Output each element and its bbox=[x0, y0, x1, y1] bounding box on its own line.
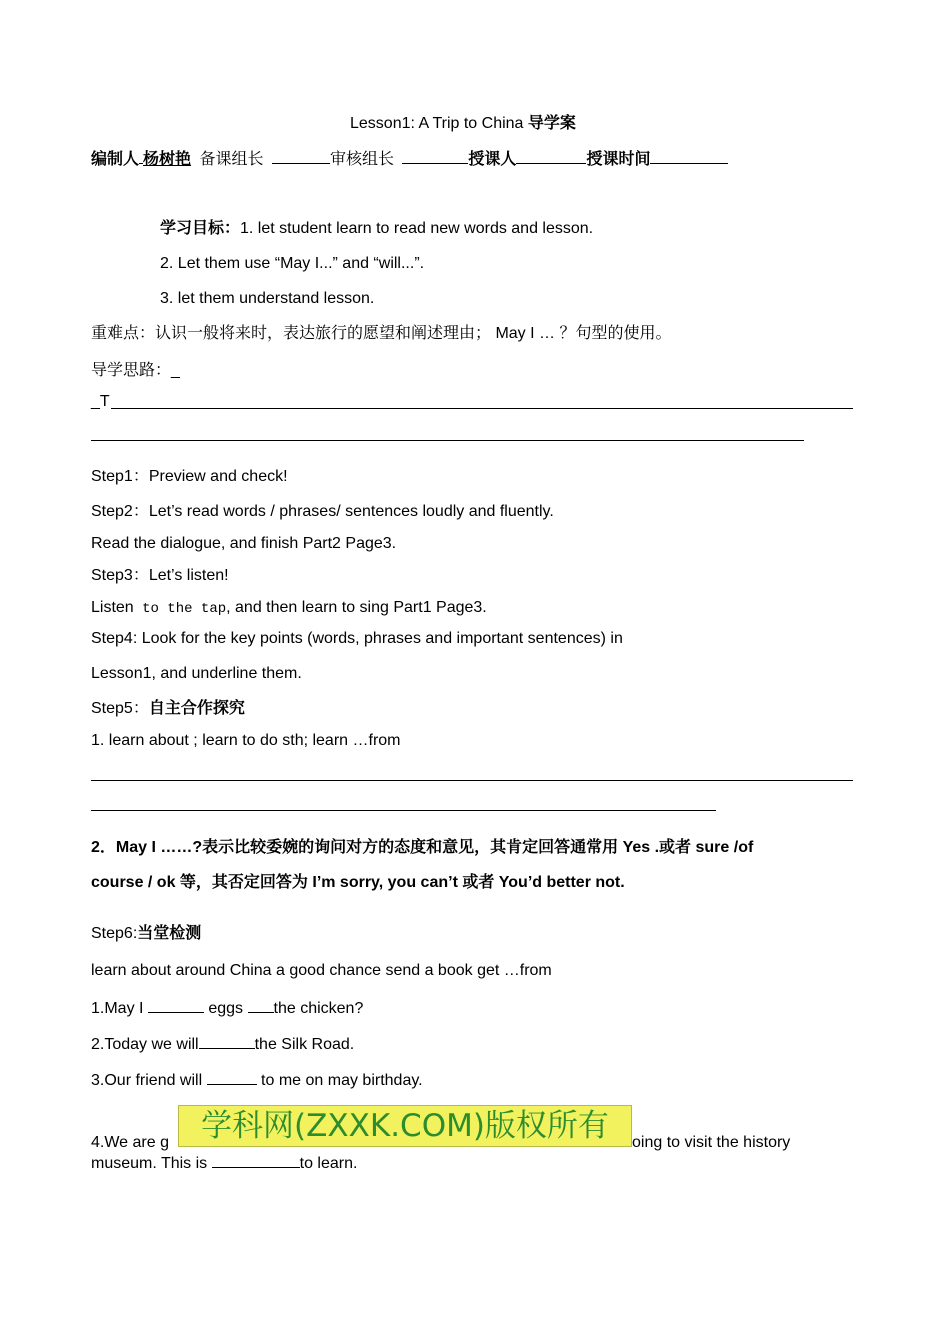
step6-label: Step6: bbox=[91, 925, 138, 942]
q4-blank[interactable] bbox=[212, 1153, 300, 1168]
watermark-banner: 学科网(ZXXK.COM)版权所有 bbox=[178, 1105, 632, 1147]
step5-blank-line-2[interactable] bbox=[91, 810, 716, 811]
q3-blank[interactable] bbox=[207, 1070, 257, 1085]
word-bank: learn about around China a good chance send a book get …from bbox=[91, 962, 552, 979]
guide-label: 导学思路：_ bbox=[91, 362, 180, 379]
guide-line-start: _T bbox=[91, 393, 110, 410]
guide-blank-line-1[interactable] bbox=[111, 408, 853, 409]
question-3: 3.Our friend will to me on may birthday. bbox=[91, 1072, 423, 1089]
step2-text: Let’s read words / phrases/ sentences loudly and fluently. bbox=[148, 503, 554, 520]
step5-item1: 1. learn about ; learn to do sth; learn …from bbox=[91, 732, 401, 749]
objective-1 bbox=[160, 219, 593, 239]
step2-line2: Read the dialogue, and finish Part2 Page3. bbox=[91, 535, 397, 552]
step5-item2-line2: course / ok 等，其否定回答为 I’m sorry, you can’t 或者 You’d better not. bbox=[91, 874, 625, 891]
editor-name: 杨树艳 bbox=[143, 151, 192, 168]
title-english: Lesson1: A Trip to China bbox=[350, 115, 528, 132]
step5 bbox=[91, 699, 245, 719]
q1-blank-2[interactable] bbox=[248, 998, 274, 1013]
step1: Step1：Preview and check! bbox=[91, 468, 288, 485]
teacher-blank[interactable] bbox=[516, 149, 586, 164]
step3-line2 bbox=[91, 598, 487, 619]
question-2: 2.Today we will the Silk Road. bbox=[91, 1036, 355, 1053]
step5-blank-line-1[interactable] bbox=[91, 780, 853, 781]
reviewer-blank[interactable] bbox=[402, 149, 468, 164]
guide-blank-line-2[interactable] bbox=[91, 440, 804, 441]
step5-title: 自主合作探究 bbox=[148, 700, 245, 717]
objective-text-1: 1. let student learn to read new words and lesson. bbox=[240, 220, 594, 237]
time-blank[interactable] bbox=[650, 149, 728, 164]
page-title bbox=[350, 114, 576, 134]
title-chinese: 导学案 bbox=[527, 115, 576, 132]
step4-line1: Step4: Look for the key points (words, phrases and important sentences) in bbox=[91, 630, 623, 647]
q1-blank-1[interactable] bbox=[148, 998, 204, 1013]
objective-2: 2. Let them use “May I...” and “will...”. bbox=[160, 255, 425, 272]
question-4-start: 4.We are g bbox=[91, 1134, 169, 1151]
step6-title: 当堂检测 bbox=[137, 925, 202, 942]
step5-item2-line1: 2．May I ……?表示比较委婉的询问对方的态度和意见，其肯定回答通常用 Yes .或者 sure /of bbox=[91, 839, 754, 856]
step3: Step3：Let’s listen! bbox=[91, 567, 229, 584]
step2 bbox=[91, 502, 554, 522]
q2-blank[interactable] bbox=[199, 1034, 255, 1049]
editor-label: 编制人 bbox=[91, 151, 140, 168]
question-4-end: oing to visit the history bbox=[632, 1134, 791, 1151]
step6-heading bbox=[91, 924, 201, 944]
step2-label: Step2： bbox=[91, 503, 149, 520]
step3-listen: Listen bbox=[91, 599, 134, 616]
objective-3: 3. let them understand lesson. bbox=[160, 290, 375, 307]
step3-sing: , and then learn to sing Part1 Page3. bbox=[226, 599, 487, 616]
question-4-line2: museum. This is to learn. bbox=[91, 1155, 358, 1172]
step3-tap: to the tap bbox=[133, 601, 227, 617]
group-leader-blank[interactable] bbox=[272, 149, 330, 164]
key-points: 重难点：认识一般将来时，表达旅行的愿望和阐述理由； May I … ？句型的使用。 bbox=[91, 325, 672, 342]
reviewer-label: 审核组长 bbox=[329, 151, 394, 168]
step5-label: Step5： bbox=[91, 700, 149, 717]
time-label: 授课时间 bbox=[586, 151, 651, 168]
credits-line bbox=[91, 149, 728, 170]
teacher-label: 授课人 bbox=[468, 151, 517, 168]
step4-line2: Lesson1, and underline them. bbox=[91, 665, 302, 682]
group-leader-label: 备课组长 bbox=[199, 151, 264, 168]
objectives-label: 学习目标： bbox=[160, 220, 241, 237]
question-1: 1.May I eggs the chicken? bbox=[91, 1000, 364, 1017]
